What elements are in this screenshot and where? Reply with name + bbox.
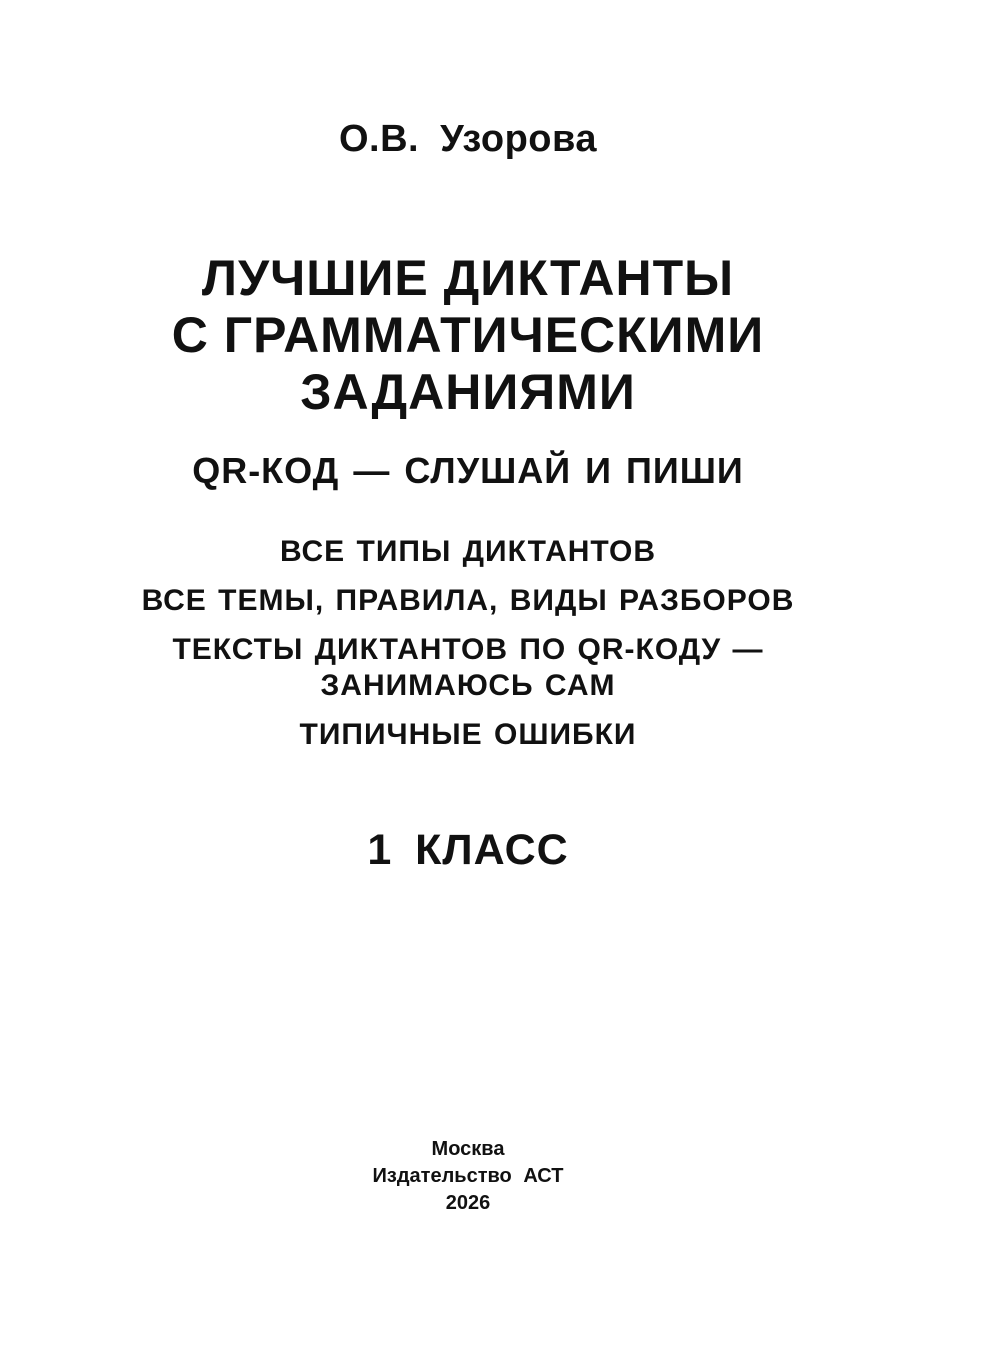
grade-label: 1 КЛАСС	[367, 826, 569, 874]
imprint-city: Москва	[431, 1138, 505, 1160]
feature-all-topics: ВСЕ ТЕМЫ, ПРАВИЛА, ВИДЫ РАЗБОРОВ	[141, 584, 795, 617]
imprint-year: 2026	[445, 1192, 491, 1214]
feature-all-types: ВСЕ ТИПЫ ДИКТАНТОВ	[279, 535, 657, 568]
book-title-line-1: ЛУЧШИЕ ДИКТАНТЫ	[201, 250, 735, 306]
book-title	[0, 250, 936, 421]
publisher-imprint	[0, 1136, 936, 1217]
imprint-publisher: Издательство АСТ	[372, 1165, 564, 1187]
feature-qr-texts	[0, 632, 936, 704]
author-name: О.В. Узорова	[339, 118, 597, 160]
book-subtitle: QR-КОД — СЛУШАЙ И ПИШИ	[192, 450, 744, 491]
feature-typical-errors: ТИПИЧНЫЕ ОШИБКИ	[299, 718, 637, 751]
feature-qr-texts-line-1: ТЕКСТЫ ДИКТАНТОВ ПО QR-КОДУ —	[172, 633, 764, 666]
book-title-line-3: ЗАДАНИЯМИ	[300, 364, 636, 420]
book-title-line-2: С ГРАММАТИЧЕСКИМИ	[171, 307, 765, 363]
feature-list	[0, 535, 936, 752]
feature-qr-texts-line-2: ЗАНИМАЮСЬ САМ	[320, 669, 616, 702]
